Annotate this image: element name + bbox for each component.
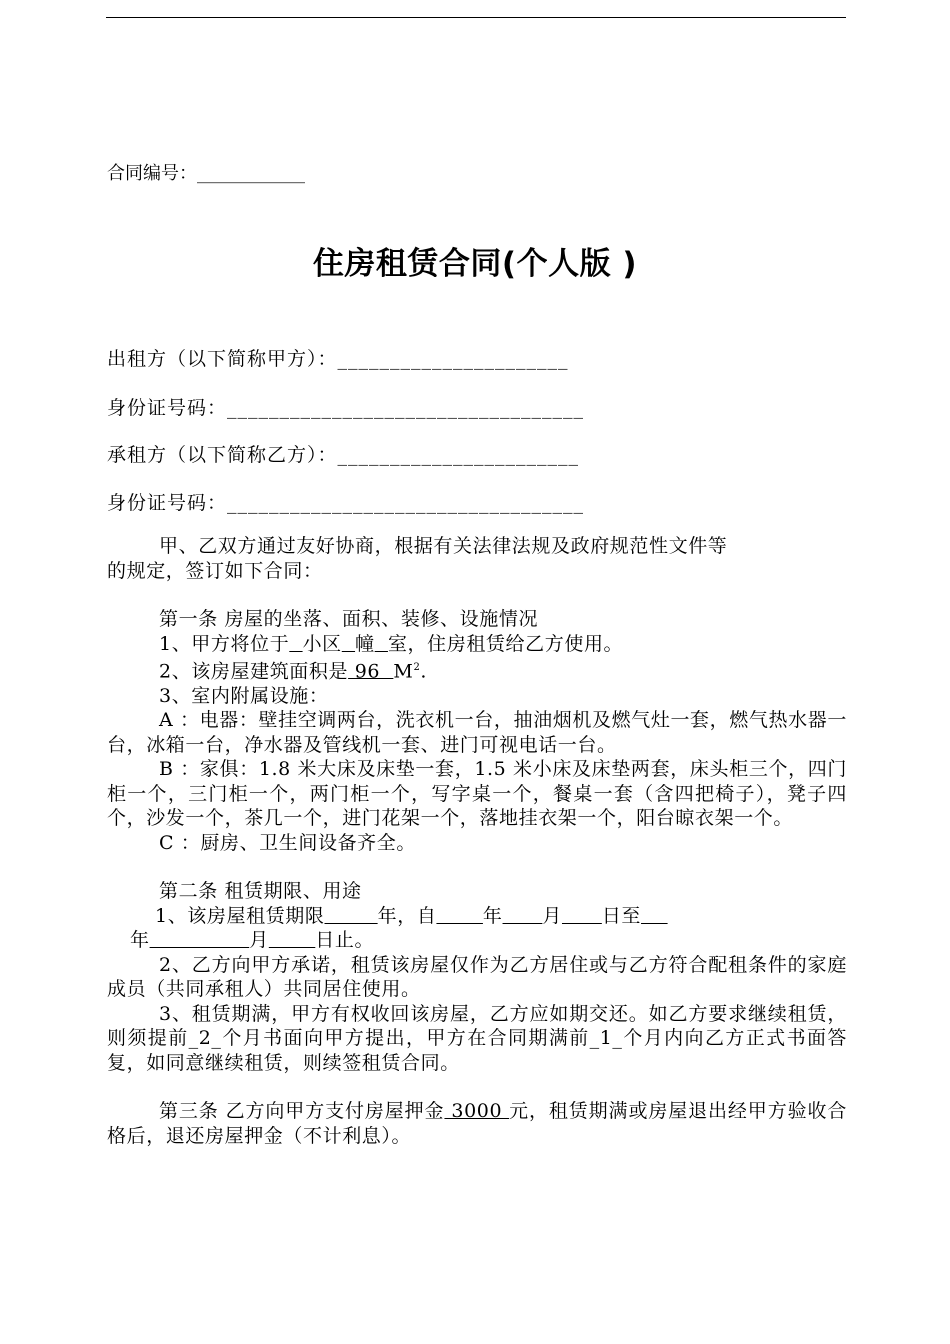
deposit-amount: 3000 [444, 1100, 510, 1123]
article-2-item-1-line-1 [107, 904, 847, 929]
a2i1-text-e: 日至 [601, 904, 642, 927]
a1i1-text-b: 小区 [302, 632, 342, 655]
lessee-blank: _______________________ [337, 444, 580, 466]
contract-number-label: 合同编号： [107, 163, 197, 184]
a2i1-text-a: 1、该房屋租赁期限 [155, 904, 325, 927]
a1i1-text-a: 1、甲方将位于 [159, 632, 290, 655]
start-year-blank [436, 905, 482, 927]
a1i1-blank-3 [375, 633, 388, 655]
a1i1-text-d: 室，住房租赁给乙方使用。 [387, 632, 624, 655]
a2i1-text-f: 年 [130, 929, 150, 952]
article-3 [107, 1099, 847, 1148]
a2i1-text-c: 年 [482, 904, 503, 927]
start-day-blank [562, 905, 602, 927]
floor-area-unit: M [393, 660, 414, 683]
article-1-heading: 第一条 房屋的坐落、面积、装修、设施情况 [159, 608, 539, 630]
a2i1-text-h: 日止。 [315, 929, 375, 952]
lessee-id-label: 身份证号码： [107, 492, 228, 514]
end-year-blank [150, 929, 250, 951]
lessor-label: 出租方（以下简称甲方）： [107, 348, 338, 370]
article-1-item-b: B ：家俱：1.8 米大床及床垫一套，1.5 米小床及床垫两套，床头柜三个，四门柜一个，三门柜一个，两门柜一个，写字桌一个，餐桌一套（含四把椅子），凳子四个，沙发一个，茶几一个，进门花架一个，落地挂衣架一个，阳台晾衣架一个。 [107, 758, 847, 830]
intro-line-1: 甲、乙双方通过友好协商，根据有关法律法规及政府规范性文件等 [159, 535, 728, 557]
a2i1-text-d: 月 [542, 904, 562, 927]
end-month-blank [269, 929, 315, 951]
lessor-id-line [107, 393, 584, 420]
article-1-item-a: A ：电器：壁挂空调两台，洗衣机一台，抽油烟机及燃气灶一套，燃气热水器一台，冰箱一台，净水器及管线机一套、进门可视电话一台。 [107, 709, 847, 756]
lessor-id-label: 身份证号码： [107, 397, 228, 419]
lessor-id-blank: __________________________________ [227, 397, 585, 419]
article-1-item-1 [107, 632, 847, 657]
a3-text-a: 第三条 乙方向甲方支付房屋押金 [159, 1100, 445, 1123]
a1i2-end: . [420, 660, 428, 683]
article-1-item-2 [107, 656, 847, 684]
floor-area-sup: 2 [413, 662, 421, 673]
intro-line-2: 的规定，签订如下合同： [107, 559, 323, 582]
a2i1-text-g: 月 [249, 929, 269, 952]
lessee-id-line [107, 488, 584, 515]
lessee-label: 承租方（以下简称乙方）： [107, 444, 338, 466]
a3-text-b: 元，租赁期满或房屋退出经甲方验收合格后，退还房屋押金（不计利息）。 [107, 1100, 847, 1147]
article-1-item-c: C ：厨房、卫生间设备齐全。 [159, 831, 416, 854]
start-month-blank [503, 905, 543, 927]
contract-number-line [107, 159, 305, 185]
article-2-heading: 第二条 租赁期限、用途 [159, 880, 362, 903]
lessor-line [107, 344, 569, 371]
document-title: 住房租赁合同(个人版 ) [312, 246, 638, 282]
a1i1-blank-2 [342, 633, 355, 655]
floor-area-value: 96 [348, 660, 394, 683]
a2i1-text-b: 年，自 [377, 904, 437, 927]
lessor-blank: ______________________ [337, 348, 569, 370]
lessee-line [107, 440, 579, 467]
contract-body [107, 534, 847, 1148]
header-rule [106, 17, 846, 18]
a1i1-text-c: 幢 [355, 632, 375, 655]
article-2-item-2: 2、乙方向甲方承诺，租赁该房屋仅作为乙方居住或与乙方符合配租条件的家庭成员（共同承租人）共同居住使用。 [107, 953, 847, 1001]
a1i1-blank-1 [289, 633, 302, 655]
end-blank-tail [641, 905, 668, 927]
contract-number-blank: ____________ [197, 163, 305, 184]
lessee-id-blank: __________________________________ [227, 492, 585, 514]
article-2-item-1-line-2 [107, 928, 847, 953]
article-2-item-3: 3、租赁期满，甲方有权收回该房屋，乙方应如期交还。如乙方要求继续租赁，则须提前_2_个月书面向甲方提出，甲方在合同期满前_1_个月内向乙方正式书面答复，如同意继续租赁，则续签租赁合同。 [107, 1002, 847, 1074]
article-1-item-3: 3、室内附属设施： [159, 684, 329, 707]
lease-years-blank [325, 905, 378, 927]
a1i2-text-a: 2、该房屋建筑面积是 [159, 660, 349, 683]
